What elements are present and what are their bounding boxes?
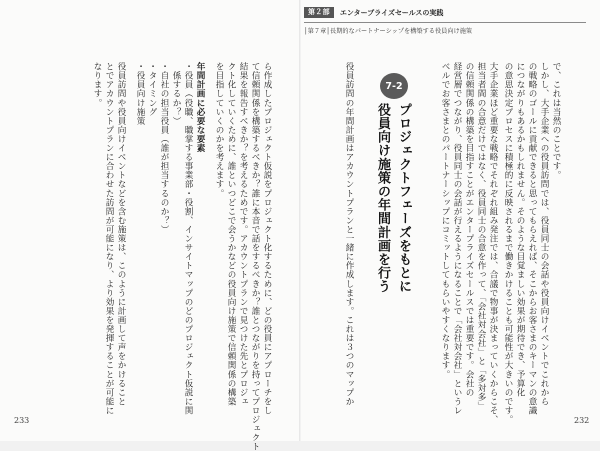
section-number-badge: 7-2 bbox=[380, 73, 408, 99]
right-paragraph: しかし、大手企業への役員訪問では、役員同士の会話や役員向けイベントでこれから bbox=[539, 62, 549, 406]
left-paragraph: ら作成したプロジェクト仮説をプロジェクト化するために、どの役員にアプローチをし bbox=[262, 62, 272, 415]
right-paragraph: の戦略のゴールに貢献できると思ってもらえれば、そこからお客さまのキーマンの意識 bbox=[527, 62, 537, 415]
part-label: 第２部 bbox=[304, 7, 334, 18]
page-gutter bbox=[299, 0, 301, 441]
part-title: エンタープライズセールスの実践 bbox=[339, 8, 444, 17]
bullet-item: ・役員向け施策 bbox=[135, 62, 145, 126]
right-paragraph: の意思決定プロセスに積極的に反映されるまで働きかけることも可能性が大きいのです。 bbox=[503, 62, 513, 424]
right-paragraph: ベルでお客さまとのパートナーシップにコミットしてもらいやすくなります。 bbox=[440, 62, 450, 379]
left-paragraph: て信頼関係を構築するべきか？誰に本音で話をするべきか？誰とつながりを持ってプロジェクト bbox=[250, 62, 260, 451]
chapter-title: │第７章│長期的なパートナーシップを構築する役員向け施策 bbox=[304, 28, 473, 35]
bullet-item: ・役員（役職、職掌する事業部・役割、インサイトマップのどのプロジェクト仮説に関 bbox=[183, 62, 193, 415]
right-paragraph: につながりもあるかもしれません。そのような目覚ましい効果が期待でき、予算化 bbox=[515, 62, 525, 397]
closing-paragraph: 役員訪問や役員向けイベントなどを含む施策は、このように計画して声をかけること bbox=[116, 62, 126, 406]
running-header bbox=[304, 6, 594, 35]
left-page-number: 233 bbox=[14, 416, 30, 425]
right-paragraph: 担当者間の合意だけではなく、役員同士の合意を作って、「会社対会社」と「多対多」 bbox=[476, 62, 486, 411]
bullet-item: 係するか？） bbox=[171, 62, 181, 126]
left-paragraph: 結果を報告すべきか？を考えるためです。アカウントプランで見つけた先とプロジェ bbox=[238, 62, 248, 406]
right-page-number: 232 bbox=[574, 416, 590, 425]
part-header bbox=[304, 6, 594, 19]
left-paragraph: を目指していくのかを考えます。 bbox=[214, 62, 224, 198]
section-title-line2: 役員向け施策の年間計画を行う bbox=[375, 103, 390, 294]
annual-plan-heading: 年間計画に必要な要素 bbox=[195, 62, 205, 153]
right-paragraph: の信頼関係の構築を目指すことがエンタープライズセールスでは重要です。会社の bbox=[464, 62, 474, 397]
left-paragraph: クト化していくために、誰といつどこで会うかなどの役員向け施策で信頼関係の構築 bbox=[226, 62, 236, 406]
right-paragraph: で、これは当然のことです。 bbox=[551, 62, 561, 180]
closing-paragraph: なります。 bbox=[92, 62, 102, 108]
right-paragraph: 大手企業ほど重要な戦略でそれぞれ組み発注では、合議で物事が決まっていくからこそ、 bbox=[488, 62, 498, 424]
section-intro: 役員訪問の年間計画はアカウントプランと一緒に作成します。これは３つのマップか bbox=[344, 62, 354, 406]
bullet-item: ・自社の担当役員（誰が担当するのか？） bbox=[159, 62, 169, 234]
header-rule bbox=[304, 22, 586, 23]
bullet-item: ・タイミング bbox=[147, 62, 157, 117]
right-paragraph: 経営層でつながり、役員同士の会話が行えるようになることで「会社対会社」というレ bbox=[452, 62, 462, 415]
section-title-line1: プロジェクトフェーズをもとに bbox=[396, 103, 411, 294]
closing-paragraph: とでアカウントプランに合わせた訪問が可能になり、より効果を発揮することが可能に bbox=[104, 62, 114, 415]
